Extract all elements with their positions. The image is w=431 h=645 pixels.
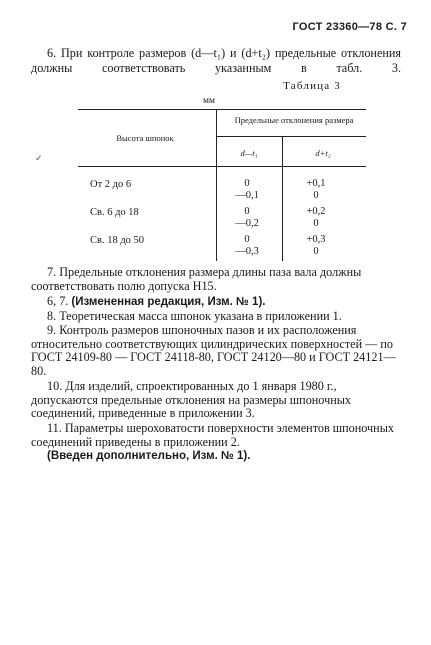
paragraph-6-7-amend [31, 295, 401, 310]
value-upper: 0 [244, 234, 250, 245]
table-header-rule [78, 166, 366, 167]
amend-note: (Измененная редакция, Изм. № 1). [71, 296, 266, 308]
paragraph-7: 7. Предельные отклонения размера длины паза вала должны соответствовать полю допуска Н15. [31, 265, 362, 293]
table-divider-1 [216, 109, 217, 261]
row-label: Св. 6 до 18 [90, 207, 139, 218]
row-label: Св. 18 до 50 [90, 235, 145, 246]
header-d-plus-t2: d+t₂ [315, 148, 331, 158]
value-upper: +0,3 [306, 234, 326, 245]
amend-number: 6, 7. [47, 294, 69, 308]
paragraph-11: 11. Параметры шероховатости поверхности элементов шпоночных соединений приведены в приложении 2. [31, 421, 394, 449]
cell-d-minus-t1 [225, 178, 269, 201]
page-header: ГОСТ 23360—78 С. 7 [292, 21, 407, 33]
value-lower: —0,3 [235, 245, 259, 257]
value-upper: 0 [244, 206, 250, 217]
cell-d-plus-t2 [294, 206, 338, 229]
paragraph-9: 9. Контроль размеров шпоночных пазов и их расположения относительно соответствующих цилиндрических поверхностей — по ГОСТ 24109-80 — ГОСТ 24118-80, ГОСТ 24120—80 и ГОСТ 24121—80. [31, 323, 396, 378]
value-lower: 0 [313, 189, 319, 201]
value-lower: 0 [313, 245, 319, 257]
header-deviation-group: Предельные отклонения размера [234, 115, 354, 125]
value-lower: —0,2 [235, 217, 259, 229]
paragraph-8: 8. Теоретическая масса шпонок указана в приложении 1. [47, 309, 342, 323]
added-note: (Введен дополнительно, Изм. № 1). [47, 450, 251, 462]
row-label: От 2 до 6 [90, 179, 132, 190]
value-lower: —0,1 [235, 189, 259, 201]
table-top-rule [78, 109, 366, 110]
paragraph-10: 10. Для изделий, спроектированных до 1 января 1980 г., допускаются предельные отклонения на размеры шпоночных соединений, приведенные в приложении 3. [31, 379, 352, 421]
table-caption: Таблица 3 [283, 80, 341, 92]
header-d-minus-t1: d—t₁ [240, 148, 258, 158]
value-upper: +0,2 [306, 206, 326, 217]
cell-d-plus-t2 [294, 234, 338, 257]
value-upper: +0,1 [306, 178, 326, 189]
margin-mark: ✓ [35, 153, 43, 163]
table-unit: мм [203, 96, 216, 106]
value-lower: 0 [313, 217, 319, 229]
cell-d-plus-t2 [294, 178, 338, 201]
value-upper: 0 [244, 178, 250, 189]
table-subheader-rule [216, 136, 366, 137]
header-height: Высота шпонок [116, 133, 174, 143]
paragraph-6: 6. При контроле размеров (d—t₁) и (d+t₂) предельные отклонения должны соответствовать указанным в табл. 3. [31, 46, 401, 75]
cell-d-minus-t1 [225, 234, 269, 257]
cell-d-minus-t1 [225, 206, 269, 229]
